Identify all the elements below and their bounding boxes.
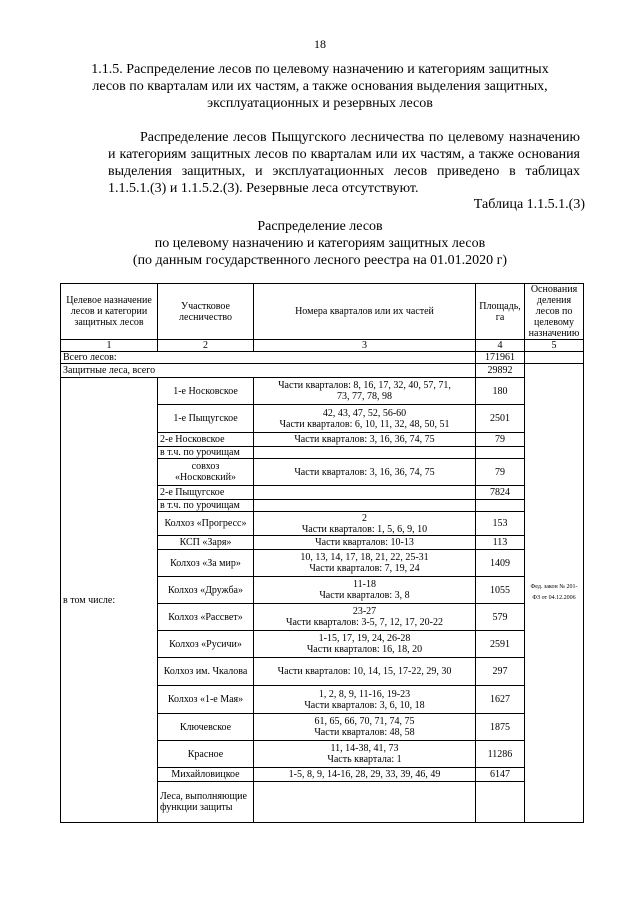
quarters-cell [254, 536, 476, 550]
column-number: 2 [158, 340, 254, 352]
forestry-name: Колхоз «Рассвет» [158, 604, 254, 631]
cell-line: Части кварталов: 1, 5, 6, 9, 10 [301, 523, 428, 535]
cell-line: Часть квартала: 1 [327, 754, 402, 765]
quarters-cell [254, 604, 476, 631]
table-label: Таблица 1.1.5.1.(3) [473, 197, 585, 212]
tract-label: в т.ч. по урочищам [158, 500, 254, 512]
cell-line: Части кварталов: 6, 10, 11, 32, 48, 50, 51 [279, 418, 450, 430]
protective-area: 29892 [476, 364, 525, 378]
column-number-row [61, 340, 584, 352]
empty-cell [254, 500, 476, 512]
including-label: в том числе: [61, 378, 158, 823]
forestry-name: 2-е Пыщугское [158, 486, 254, 500]
forestry-name: 2-е Носковское [158, 433, 254, 447]
cell-line: Части кварталов: 10, 14, 15, 17-22, 29, 30 [277, 666, 452, 677]
empty-cell [525, 352, 584, 364]
protective-label: Защитные леса, всего [61, 364, 476, 378]
forestry-name: Колхоз «1-е Мая» [158, 686, 254, 714]
forestry-name: 1-е Пыщугское [158, 405, 254, 433]
basis-cell: Фед. закон № 201-ФЗ от 04.12.2006 [525, 364, 584, 823]
cell-line: 73, 77, 78, 98 [337, 391, 392, 402]
cell-line: 1-5, 8, 9, 14-16, 28, 29, 33, 39, 46, 49 [288, 769, 441, 780]
column-header: Основания деления лесов по целевому назначению [525, 284, 584, 340]
cell-line: 11, 14-38, 41, 73 [330, 743, 399, 754]
cell-line: 42, 43, 47, 52, 56-60 [322, 407, 407, 419]
tract-label: в т.ч. по урочищам [158, 447, 254, 459]
area-cell: 153 [476, 512, 525, 536]
total-row [61, 352, 584, 364]
column-header: Номера кварталов или их частей [254, 284, 476, 340]
area-cell: 1875 [476, 714, 525, 741]
quarters-cell [254, 459, 476, 486]
cell-line: 11-18 [353, 579, 376, 590]
table-title-line: по целевому назначению и категориям защитных лесов [154, 236, 486, 251]
forestry-name: Колхоз «За мир» [158, 550, 254, 577]
forestry-name: КСП «Заря» [158, 536, 254, 550]
cell-line: Части кварталов: 3, 16, 36, 74, 75 [294, 466, 435, 478]
column-number: 3 [254, 340, 476, 352]
empty-cell [476, 447, 525, 459]
area-cell: 180 [476, 378, 525, 405]
column-number: 1 [61, 340, 158, 352]
cell-line: Части кварталов: 16, 18, 20 [306, 644, 423, 655]
cell-line: 23-27 [352, 606, 377, 617]
forest-distribution-table [60, 283, 584, 823]
quarters-cell [254, 433, 476, 447]
cell-line: 1, 2, 8, 9, 11-16, 19-23 [318, 688, 411, 700]
forestry-name: Ключевское [158, 714, 254, 741]
area-cell: 579 [476, 604, 525, 631]
area-cell: 113 [476, 536, 525, 550]
quarters-cell [254, 405, 476, 433]
area-cell: 79 [476, 433, 525, 447]
area-cell: 2501 [476, 405, 525, 433]
empty-cell [254, 486, 476, 500]
quarters-cell [254, 658, 476, 686]
area-cell: 1627 [476, 686, 525, 714]
total-area: 171961 [476, 352, 525, 364]
area-cell: 11286 [476, 741, 525, 768]
area-cell: 2591 [476, 631, 525, 658]
quarters-cell [254, 714, 476, 741]
quarters-cell [254, 512, 476, 536]
cell-line: 1-15, 17, 19, 24, 26-28 [318, 633, 411, 644]
cell-line: 10, 13, 14, 17, 18, 21, 22, 25-31 [300, 552, 429, 563]
cell-line: 61, 65, 66, 70, 71, 74, 75 [314, 716, 415, 727]
area-cell: 1055 [476, 577, 525, 604]
forestry-name: Красное [158, 741, 254, 768]
cell-line: Части кварталов: 3, 6, 10, 18 [304, 699, 425, 711]
intro-paragraph: Распределение лесов Пыщугского лесничества по целевому назначению и категориям защитных лесов по кварталам или их частям, а также основания выделения защитных, и эксплуатационных лесов приведено в таблицах 1.1.5.1.(3) и 1.1.5.2.(3). Резервные леса отсутствуют. [108, 130, 580, 196]
table-title [80, 218, 560, 269]
table-header-row [61, 284, 584, 340]
column-number: 5 [525, 340, 584, 352]
forestry-name: совхоз «Носковский» [158, 459, 254, 486]
forestry-name: Михайловицкое [158, 768, 254, 782]
quarters-cell [254, 686, 476, 714]
cell-line: Части кварталов: 3-5, 7, 12, 17, 20-22 [285, 617, 444, 628]
protective-row [61, 364, 584, 378]
quarters-cell [254, 378, 476, 405]
empty-cell [254, 782, 476, 823]
column-number: 4 [476, 340, 525, 352]
quarters-cell [254, 577, 476, 604]
quarters-cell [254, 768, 476, 782]
column-header: Участковое лесничество [158, 284, 254, 340]
quarters-cell [254, 631, 476, 658]
page-number: 18 [314, 37, 326, 51]
forestry-name: Колхоз им. Чкалова [158, 658, 254, 686]
protection-function-label: Леса, выполняющие функции защиты [158, 782, 254, 823]
column-header: Площадь, га [476, 284, 525, 340]
cell-line: 2 [362, 512, 367, 524]
forestry-name: Колхоз «Дружба» [158, 577, 254, 604]
cell-line: Части кварталов: 3, 8 [319, 590, 410, 601]
quarters-cell [254, 550, 476, 577]
cell-line: Части кварталов: 48, 58 [314, 727, 415, 738]
area-cell: 1409 [476, 550, 525, 577]
empty-cell [254, 447, 476, 459]
forestry-name: Колхоз «Прогресс» [158, 512, 254, 536]
cell-line: Части кварталов: 3, 16, 36, 74, 75 [294, 434, 435, 445]
forestry-name: Колхоз «Русичи» [158, 631, 254, 658]
table-row [61, 378, 584, 405]
area-cell: 7824 [476, 486, 525, 500]
empty-cell [476, 500, 525, 512]
table-title-line: Распределение лесов [257, 219, 383, 234]
forestry-name: 1-е Носковское [158, 378, 254, 405]
area-cell: 79 [476, 459, 525, 486]
quarters-cell [254, 741, 476, 768]
cell-line: Части кварталов: 7, 19, 24 [309, 563, 420, 574]
cell-line: Части кварталов: 10-13 [315, 537, 414, 548]
empty-cell [476, 782, 525, 823]
total-label: Всего лесов: [61, 352, 476, 364]
area-cell: 6147 [476, 768, 525, 782]
section-heading: 1.1.5. Распределение лесов по целевому назначению и категориям защитных лесов по кварталам или их частям, а также основания выделения защитных, эксплуатационных и резервных лесов [91, 62, 549, 111]
column-header: Целевое назначение лесов и категории защитных лесов [61, 284, 158, 340]
cell-line: Части кварталов: 8, 16, 17, 32, 40, 57, 71, [278, 380, 451, 391]
area-cell: 297 [476, 658, 525, 686]
table-title-line: (по данным государственного лесного реестра на 01.01.2020 г) [132, 253, 508, 268]
